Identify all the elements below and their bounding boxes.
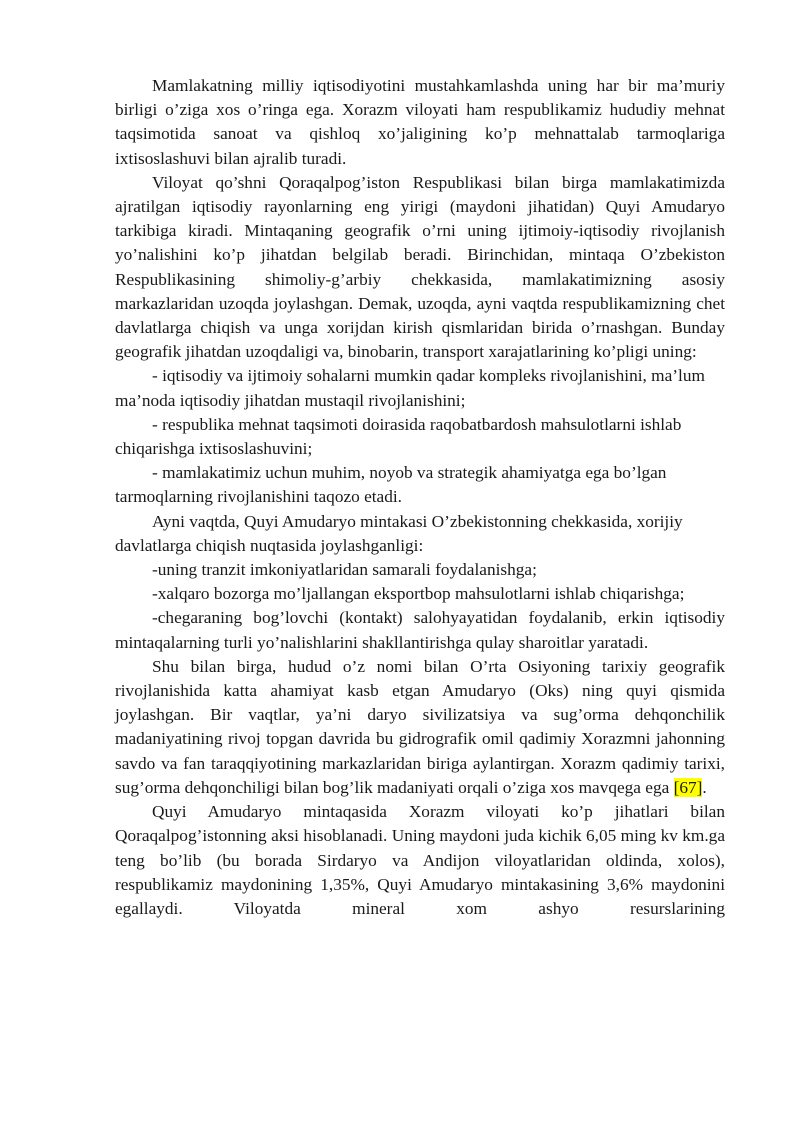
paragraph-5: Quyi Amudaryo mintaqasida Xorazm viloyati ko’p jihatlari bilan Qoraqalpog’istonning aksi hisoblanadi. Uning maydoni juda kichik 6,05 ming kv km.ga teng bo’lib (bu borada Sirdaryo va Andijon viloyatlaridan oldinda, xolos), respublikamiz maydonining 1,35%, Quyi Amudaryo mintakasining 3,6% maydonini egallaydi. Viloyatda mineral xom ashyo resurslarining [115, 802, 725, 918]
paragraph-4-text: Shu bilan birga, hudud o’z nomi bilan O’rta Osiyoning tarixiy geografik rivojlanishida katta ahamiyat kasb etgan Amudaryo (Oks) ning quyi qismida joylashgan. Bir vaqtlar, ya’ni daryo sivilizatsiya va sug’orma dehqonchilik madaniyatining rivoj topgan davrida bu gidrografik omil qadimiy Xorazmni jahonning savdo va fan taraqqiyotining markazlaridan biriga aylantirgan. Xorazm qadimiy tarixi, sug’orma dehqonchiligi bilan bog’lik madaniyati orqali o’ziga xos mavqega ega [115, 656, 725, 797]
list-item-2: - respublika mehnat taqsimoti doirasida raqobatbardosh mahsulotlarni ishlab chiqarishga ixtisoslashuvini; [115, 414, 682, 459]
list-item-3: - mamlakatimiz uchun muhim, noyob va strategik ahamiyatga ega bo’lgan tarmoqlarning rivojlanishini taqozo etadi. [115, 463, 667, 507]
list-item-5: -xalqaro bozorga mo’ljallangan eksportbop mahsulotlarni ishlab chiqarishga; [152, 584, 685, 604]
paragraph-2: Viloyat qo’shni Qoraqalpog’iston Respublikasi bilan birga mamlakatimizda ajratilgan iqtisodiy rayonlarning eng yirigi (maydoni jihatidan) Quyi Amudaryo tarkibiga kiradi. Mintaqaning geografik o’rni uning ijtimoiy-iqtisodiy rivojlanish yo’nalishini ko’p jihatdan belgilab beradi. Birinchidan, mintaqa O’zbekiston Respublikasining shimoliy-g’arbiy chekkasida, mamlakatimizning asosiy markazlaridan uzoqda joylashgan. Demak, uzoqda, ayni vaqtda respublikamizning chet davlatlarga chiqish va unga xorijdan kirish qismlaridan birida o’rnashgan. Bunday geografik jihatdan uzoqdaligi va, binobarin, transport xarajatlarining ko’pligi uning: [115, 172, 725, 362]
paragraph-4-tail: . [702, 777, 707, 797]
paragraph-1: Mamlakatning milliy iqtisodiyotini mustahkamlashda uning har bir ma’muriy birligi o’ziga xos o’ringa ega. Xorazm viloyati ham respublikamiz hududiy mehnat taqsimotida sanoat va qishloq xo’jaligining ko’p mehnattalab tarmoqlariga ixtisoslashuvi bilan ajralib turadi. [115, 76, 725, 168]
document-page [115, 74, 725, 921]
list-item-4: -uning tranzit imkoniyatlaridan samarali foydalanishga; [152, 560, 537, 580]
list-item-1: - iqtisodiy va ijtimoiy sohalarni mumkin qadar kompleks rivojlanishini, ma’lum ma’noda iqtisodiy jihatdan mustaqil rivojlanishini; [115, 366, 705, 410]
paragraph-3: Ayni vaqtda, Quyi Amudaryo mintakasi O’zbekistonning chekkasida, xorijiy davlatlarga chiqish nuqtasida joylashganligi: [115, 511, 683, 555]
list-item-6: -chegaraning bog’lovchi (kontakt) salohyayatidan foydalanib, erkin iqtisodiy mintaqalarning turli yo’nalishlarini shakllantirishga qulay sharoitlar yaratadi. [115, 608, 725, 652]
paragraph-4 [115, 655, 725, 800]
citation-link[interactable]: [67] [673, 777, 703, 797]
